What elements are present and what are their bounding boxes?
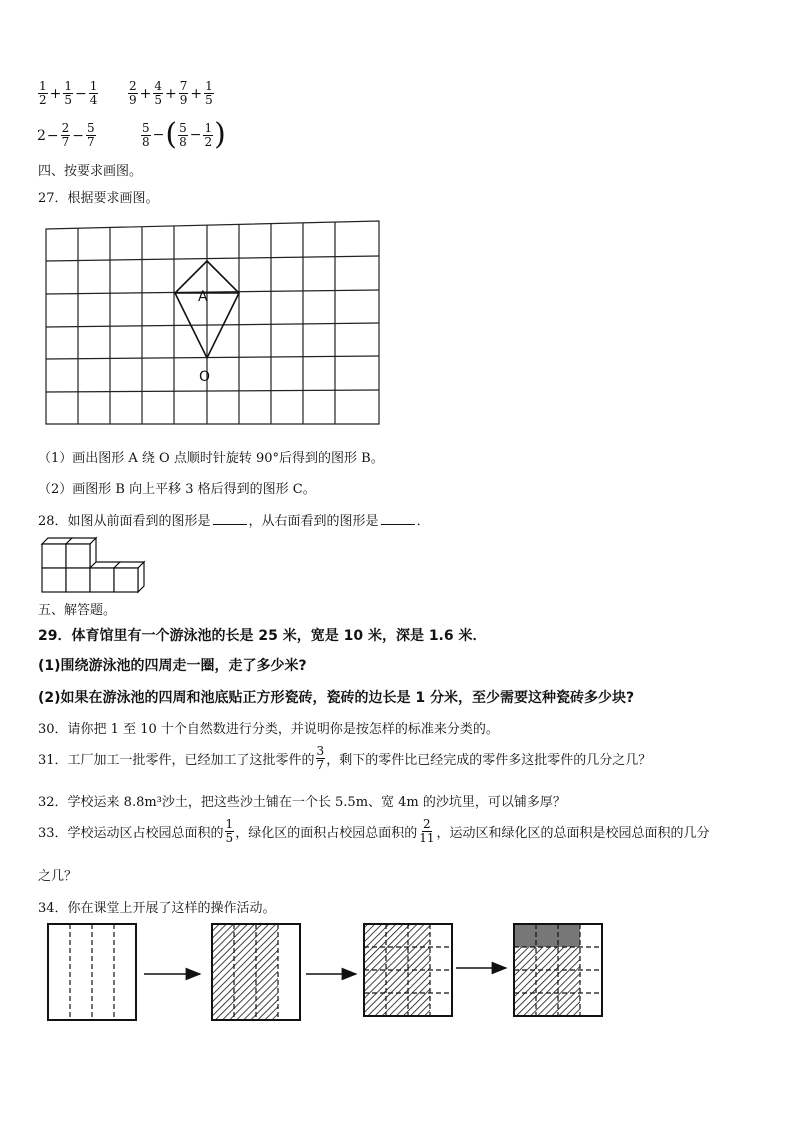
answer-blank[interactable] [213, 512, 247, 525]
question-title: 27．根据要求画图。 [38, 191, 159, 206]
square-step-3 [364, 924, 452, 1016]
question-34: 34．你在课堂上开展了这样的操作活动。 [38, 901, 276, 916]
fraction: $\frac{3}{7}$ [316, 744, 325, 772]
fraction: $\frac{1}{2}$ [204, 120, 213, 149]
cube-figure [38, 536, 148, 592]
fraction: $\frac{5}{8}$ [142, 120, 150, 149]
fraction: $\frac{5}{7}$ [87, 121, 95, 149]
grid-lines [46, 221, 379, 424]
fraction: $\frac{5}{8}$ [179, 120, 187, 149]
fraction: $\frac{2}{7}$ [61, 121, 70, 149]
expression-3: 2 − $\frac{2}{7}$ − $\frac{5}{7}$ [37, 121, 95, 149]
expression-1: $\frac{1}{2}$ + $\frac{1}{5}$ − $\frac{1}{4}$ [39, 79, 98, 107]
fraction: $\frac{1}{2}$ [39, 79, 47, 107]
question-33: 33．学校运动区占校园总面积的 $\frac{1}{5}$ ，绿化区的面积占校园总面积的 $\frac{2}{11}$ ，运动区和绿化区的总面积是校园总面积的几分 [38, 817, 710, 845]
question-31: 31．工厂加工一批零件，已经加工了这批零件的 $\frac{3}{7}$ ，剩下的零件比已经完成的零件多这批零件的几分之几？ [38, 744, 652, 772]
fraction: $\frac{4}{5}$ [154, 79, 163, 107]
question-28: 28．如图从前面看到的图形是 ，从右面看到的图形是 ． [38, 514, 430, 529]
grid-figure [45, 220, 381, 426]
question-29: 29．体育馆里有一个游泳池的长是 25 米，宽是 10 米，深是 1.6 米． [38, 628, 487, 644]
section-heading: 五、解答题。 [38, 603, 117, 618]
fraction: $\frac{1}{5}$ [205, 79, 213, 107]
fraction: $\frac{7}{9}$ [179, 79, 188, 107]
answer-blank[interactable] [381, 512, 415, 525]
label-a: A [198, 289, 208, 305]
label-o: O [199, 369, 211, 385]
fraction: $\frac{1}{4}$ [89, 79, 98, 107]
square-step-1 [48, 924, 136, 1020]
question-30: 30．请你把 1 至 10 十个自然数进行分类，并说明你是按怎样的标准来分类的。 [38, 722, 499, 737]
expression-2: $\frac{2}{9}$ + $\frac{4}{5}$ + $\frac{7}{9}$ + $\frac{1}{5}$ [129, 79, 213, 107]
question-29-part-2: (2)如果在游泳池的四周和池底贴正方形瓷砖，瓷砖的边长是 1 分米，至少需要这种瓷砖多少块? [38, 690, 635, 706]
operation-diagram [46, 920, 606, 1024]
instruction-1: （1）画出图形 A 绕 O 点顺时针旋转 90°后得到的图形 B。 [38, 451, 384, 466]
instruction-2: （2）画图形 B 向上平移 3 格后得到的图形 C。 [38, 482, 316, 497]
expression-4: $\frac{5}{8}$ − ( $\frac{5}{8}$ − $\frac{1}{2}$ ) [142, 117, 226, 152]
fraction: $\frac{1}{5}$ [225, 817, 234, 845]
square-step-2 [212, 924, 300, 1020]
fraction: $\frac{1}{5}$ [64, 79, 73, 107]
question-29-part-1: (1)围绕游泳池的四周走一圈，走了多少米? [38, 658, 307, 674]
fraction: $\frac{2}{11}$ [419, 817, 435, 845]
fraction: $\frac{2}{9}$ [129, 79, 137, 107]
question-32: 32．学校运来 8.8m³沙土，把这些沙土铺在一个长 5.5m、宽 4m 的沙坑里，可以铺多厚？ [38, 795, 566, 810]
question-33-continued: 之几？ [38, 869, 78, 884]
section-heading: 四、按要求画图。 [38, 164, 143, 179]
square-step-4 [514, 924, 602, 1016]
